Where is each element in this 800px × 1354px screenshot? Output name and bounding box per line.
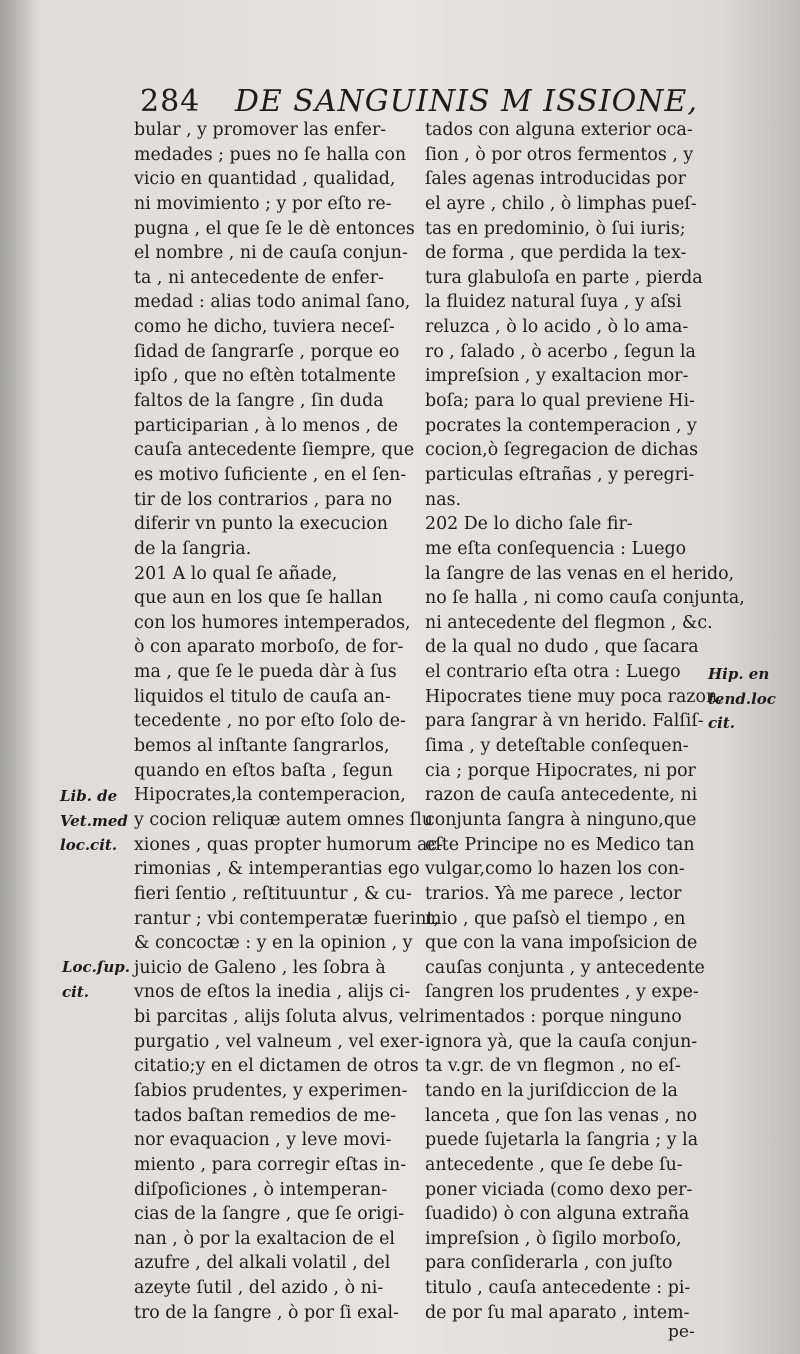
text-line: medades ; pues no ſe halla con — [134, 144, 407, 165]
text-line: mio , que paſsò el tiempo , en — [425, 908, 686, 929]
text-line: con los humores intemperados, — [134, 612, 411, 633]
text-line: vicio en quantidad , qualidad, — [134, 169, 396, 190]
text-line: tados con alguna exterior oca- — [425, 120, 693, 140]
text-line: ipſo , que no eſtèn totalmente — [134, 366, 396, 387]
text-line: rimentados : porque ninguno — [425, 1007, 682, 1028]
running-title: DE SANGUINIS M ISSIONE, — [234, 84, 698, 119]
text-line: miento , para corregir eſtas in- — [134, 1154, 407, 1175]
text-line: diſpoſiciones , ò intemperan- — [134, 1179, 388, 1200]
margin-note-right-1 — [708, 662, 776, 736]
text-line: bular , y promover las enfer- — [134, 120, 387, 140]
margin-note-line: tend.loc — [708, 689, 776, 708]
text-line: fieri ſentio , reſtituuntur , & cu- — [134, 883, 412, 904]
text-line: ta v.gr. de vn flegmon , no eſ- — [425, 1056, 681, 1077]
text-line: xiones , quas propter humorum ac- — [134, 834, 444, 855]
text-line: el ayre , chilo , ò limphas pueſ- — [425, 193, 697, 214]
text-line: ni movimiento ; y por eſto re- — [134, 193, 392, 214]
text-line: no ſe halla , ni como cauſa conjunta, — [425, 588, 745, 609]
text-line: lanceta , que ſon las venas , no — [425, 1105, 698, 1126]
text-line: eſte Principe no es Medico tan — [425, 834, 695, 855]
text-line: azufre , del alkali volatil , del — [134, 1253, 391, 1274]
text-line: ſuadido) ò con alguna extraña — [425, 1204, 690, 1225]
text-line: ſima , y deteſtable conſequen- — [425, 736, 689, 757]
text-line: bemos al inſtante ſangrarlos, — [134, 736, 390, 757]
text-line: azeyte ſutil , del azido , ò ni- — [134, 1278, 384, 1299]
text-line: de forma , que perdida la tex- — [425, 243, 687, 264]
catchword: pe- — [668, 1322, 695, 1342]
text-line: razon de cauſa antecedente, ni — [425, 785, 698, 806]
text-line: citatio;y en el dictamen de otros — [134, 1056, 419, 1077]
text-line: quando en eſtos baſta , ſegun — [134, 760, 393, 781]
margin-note-line: Loc.ſup. — [62, 958, 130, 976]
text-line: cauſa antecedente ſiempre, que — [134, 440, 415, 461]
page-gutter-shadow — [0, 0, 40, 1354]
text-line: cauſas conjunta , y antecedente — [425, 957, 705, 978]
text-line: boſa; para lo qual previene Hi- — [425, 391, 695, 412]
text-line: nas. — [425, 489, 462, 510]
text-line: juicio de Galeno , les ſobra à — [134, 957, 386, 978]
text-line: faltos de la ſangre , ſin duda — [134, 391, 384, 412]
text-line: tura glabuloſa en parte , pierda — [425, 267, 703, 288]
text-line: y cocion reliquæ autem omnes ſlu — [134, 809, 433, 830]
text-line: ſion , ò por otros fermentos , y — [425, 144, 694, 165]
text-line: tas en predominio, ò ſui iuris; — [425, 218, 686, 239]
text-line: tados baſtan remedios de me- — [134, 1105, 397, 1126]
text-line: para conſiderarla , con juſto — [425, 1253, 673, 1274]
text-line: impreſsion , ò ſigilo morboſo, — [425, 1228, 682, 1249]
text-line: ò con aparato morboſo, de for- — [134, 637, 404, 658]
text-line: bi parcitas , alijs ſoluta alvus, vel — [134, 1007, 425, 1028]
text-line: trarios. Yà me parece , lector — [425, 883, 682, 904]
text-line: ta , ni antecedente de enfer- — [134, 267, 384, 288]
text-line: ſangren los prudentes , y expe- — [425, 982, 699, 1003]
text-line: particulas eſtrañas , y peregri- — [425, 464, 695, 485]
text-line: nan , ò por la exaltacion de el — [134, 1228, 395, 1249]
text-line: liquidos el titulo de cauſa an- — [134, 686, 391, 707]
text-line: impreſsion , y exaltacion mor- — [425, 366, 689, 387]
text-line: & concoctæ : y en la opinion , y — [134, 933, 413, 954]
text-line: ignora yà, que la cauſa conjun- — [425, 1031, 698, 1052]
text-line: vulgar,como lo hazen los con- — [425, 859, 685, 880]
text-line: ſales agenas introducidas por — [425, 169, 686, 190]
text-line: la fluidez natural ſuya , y aſsi — [425, 292, 682, 313]
text-line: 202 De lo dicho ſale fir- — [425, 514, 633, 535]
margin-note-line: loc.cit. — [60, 836, 118, 855]
text-line: me eſta conſequencia : Luego — [425, 538, 687, 559]
text-line: participarian , à lo menos , de — [134, 415, 399, 436]
text-line: titulo , cauſa antecedente : pi- — [425, 1278, 691, 1299]
margin-note-left-1 — [60, 784, 128, 858]
text-line: conjunta ſangra à ninguno,que — [425, 809, 697, 830]
page-number: 284 — [140, 84, 201, 119]
text-line: 201 A lo qual ſe añade, — [134, 563, 338, 584]
text-line: poner viciada (como dexo per- — [425, 1179, 693, 1200]
text-line: rimonias , & intemperantias ego — [134, 859, 420, 880]
text-line: de la ſangria. — [134, 538, 252, 559]
text-line: cocion,ò ſegregacion de dichas — [425, 440, 699, 461]
text-line: la ſangre de las venas en el herido, — [425, 563, 735, 584]
text-line: rantur ; vbi contemperatæ fuerint, — [134, 908, 440, 929]
text-line: vnos de eſtos la inedia , alijs ci- — [134, 982, 411, 1003]
text-line: pocrates la contemperacion , y — [425, 415, 697, 436]
text-line: tecedente , no por eſto ſolo de- — [134, 711, 406, 732]
text-line: nor evaquacion , y leve movi- — [134, 1130, 392, 1151]
text-line: el contrario eſta otra : Luego — [425, 662, 681, 683]
text-line: reluzca , ò lo acido , ò lo ama- — [425, 317, 689, 338]
text-line: tando en la juriſdiccion de la — [425, 1080, 678, 1101]
text-line: de la qual no dudo , que ſacara — [425, 637, 699, 658]
text-line: puede ſujetarla la ſangria ; y la — [425, 1130, 699, 1151]
text-line: como he dicho, tuviera neceſ- — [134, 317, 395, 338]
text-line: es motivo ſuficiente , en el ſen- — [134, 464, 407, 485]
text-line: Hipocrates tiene muy poca razon, — [425, 686, 723, 707]
text-line: tir de los contrarios , para no — [134, 489, 393, 510]
page-header — [140, 82, 700, 122]
text-line: cias de la ſangre , que ſe origi- — [134, 1204, 405, 1225]
text-line: de por ſu mal aparato , intem- — [425, 1302, 690, 1323]
text-line: que aun en los que ſe hallan — [134, 588, 383, 609]
text-line: ma , que ſe le pueda dàr à ſus — [134, 662, 397, 683]
margin-note-left-2 — [62, 955, 130, 1004]
text-line: ro , ſalado , ò acerbo , ſegun la — [425, 341, 696, 362]
text-line: ſabios prudentes, y experimen- — [134, 1080, 408, 1101]
margin-note-line: cit. — [708, 714, 735, 733]
text-line: diferir vn punto la execucion — [134, 514, 388, 535]
text-line: pugna , el que ſe le dè entonces — [134, 218, 415, 239]
text-line: cia ; porque Hipocrates, ni por — [425, 760, 696, 781]
text-line: ni antecedente del flegmon , &c. — [425, 612, 713, 633]
text-line: antecedente , que ſe debe ſu- — [425, 1154, 683, 1175]
text-line: Hipocrates,la contemperacion, — [134, 785, 406, 806]
text-line: purgatio , vel valneum , vel exer- — [134, 1031, 425, 1052]
margin-note-line: Lib. de — [60, 787, 118, 805]
text-line: medad : alias todo animal ſano, — [134, 292, 411, 313]
text-line: que con la vana impoſsicion de — [425, 933, 698, 954]
margin-note-line: Vet.med — [60, 811, 128, 830]
margin-note-line: Hip. en — [708, 665, 770, 683]
text-line: el nombre , ni de cauſa conjun- — [134, 243, 408, 264]
text-line: tro de la ſangre , ò por ſi exal- — [134, 1302, 399, 1323]
text-line: para ſangrar à vn herido. Falſiſ- — [425, 711, 704, 732]
text-line: ſidad de ſangrarſe , porque eo — [134, 341, 400, 362]
margin-note-line: cit. — [62, 982, 89, 1001]
